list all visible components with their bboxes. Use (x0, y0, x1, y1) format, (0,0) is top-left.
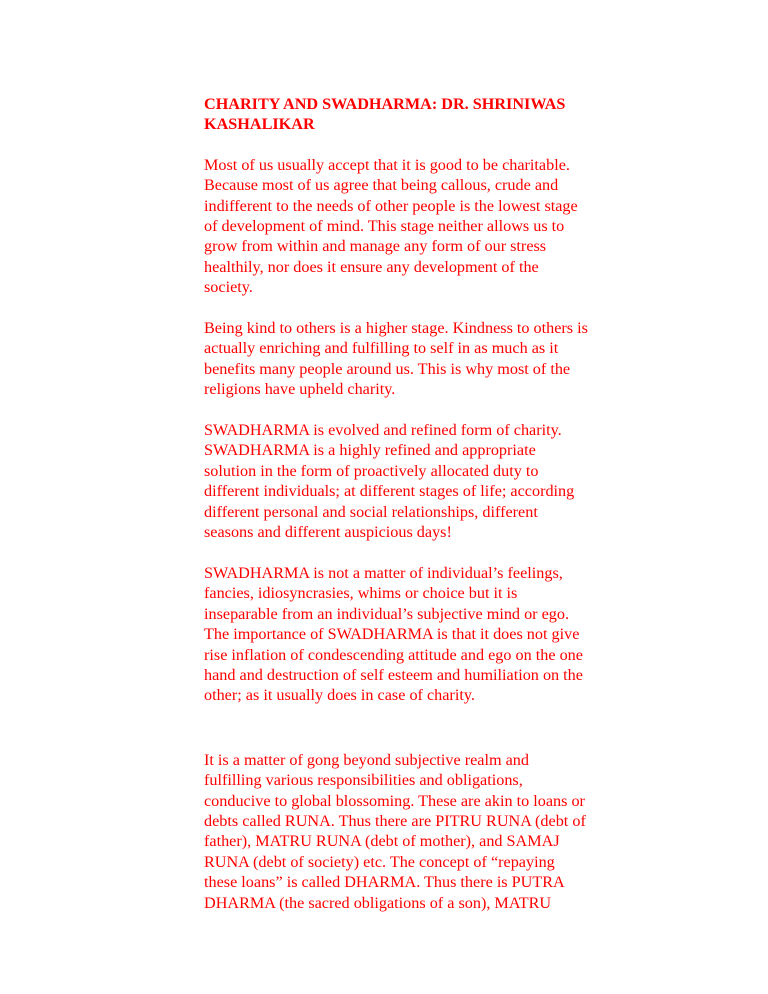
text-line: conducive to global blossoming. These are akin to loans or (204, 791, 585, 810)
text-line: indifferent to the needs of other people is the lowest stage (204, 196, 578, 215)
text-line: SWADHARMA is not a matter of individual’s feelings, (204, 563, 563, 582)
text-line: inseparable from an individual’s subjective mind or ego. (204, 604, 570, 623)
text-line: RUNA (debt of society) etc. The concept of “repaying (204, 852, 555, 871)
text-line: SWADHARMA is a highly refined and appropriate (204, 441, 536, 460)
text-line: father), MATRU RUNA (debt of mother), and SAMAJ (204, 832, 560, 851)
paragraph-3 (204, 420, 644, 542)
text-line: religions have upheld charity. (204, 380, 396, 399)
text-line: actually enriching and fulfilling to self in as much as it (204, 339, 559, 358)
text-line: debts called RUNA. Thus there are PITRU RUNA (debt of (204, 811, 586, 830)
document-body (204, 94, 644, 933)
text-line: fulfilling various responsibilities and obligations, (204, 771, 523, 790)
text-line: hand and destruction of self esteem and humiliation on the (204, 665, 583, 684)
text-line: healthily, nor does it ensure any development of the (204, 257, 539, 276)
text-line: these loans” is called DHARMA. Thus there is PUTRA (204, 873, 565, 892)
text-line: DHARMA (the sacred obligations of a son), MATRU (204, 893, 552, 912)
text-line: solution in the form of proactively allocated duty to (204, 461, 539, 480)
title-line: KASHALIKAR (204, 115, 315, 134)
text-line: of development of mind. This stage neither allows us to (204, 217, 565, 236)
text-line: grow from within and manage any form of our stress (204, 237, 547, 256)
text-line: Most of us usually accept that it is good to be charitable. (204, 155, 570, 174)
paragraph-2 (204, 318, 644, 400)
text-line: different personal and social relationships, different (204, 502, 538, 521)
text-line: rise inflation of condescending attitude and ego on the one (204, 645, 583, 664)
text-line: Being kind to others is a higher stage. Kindness to others is (204, 319, 588, 338)
paragraph-4 (204, 563, 644, 706)
text-line: It is a matter of gong beyond subjective realm and (204, 750, 529, 769)
text-line: society. (204, 278, 253, 297)
text-line: fancies, idiosyncrasies, whims or choice but it is (204, 584, 518, 603)
document-title (204, 94, 644, 135)
text-line: seasons and different auspicious days! (204, 523, 452, 542)
text-line: Because most of us agree that being callous, crude and (204, 176, 559, 195)
text-line: other; as it usually does in case of charity. (204, 686, 475, 705)
title-line: CHARITY AND SWADHARMA: DR. SHRINIWAS (204, 95, 566, 113)
text-line: benefits many people around us. This is why most of the (204, 359, 571, 378)
paragraph-1 (204, 155, 644, 298)
text-line: different individuals; at different stages of life; according (204, 482, 575, 501)
text-line: The importance of SWADHARMA is that it does not give (204, 625, 580, 644)
text-line: SWADHARMA is evolved and refined form of charity. (204, 421, 562, 440)
paragraph-5 (204, 750, 644, 913)
